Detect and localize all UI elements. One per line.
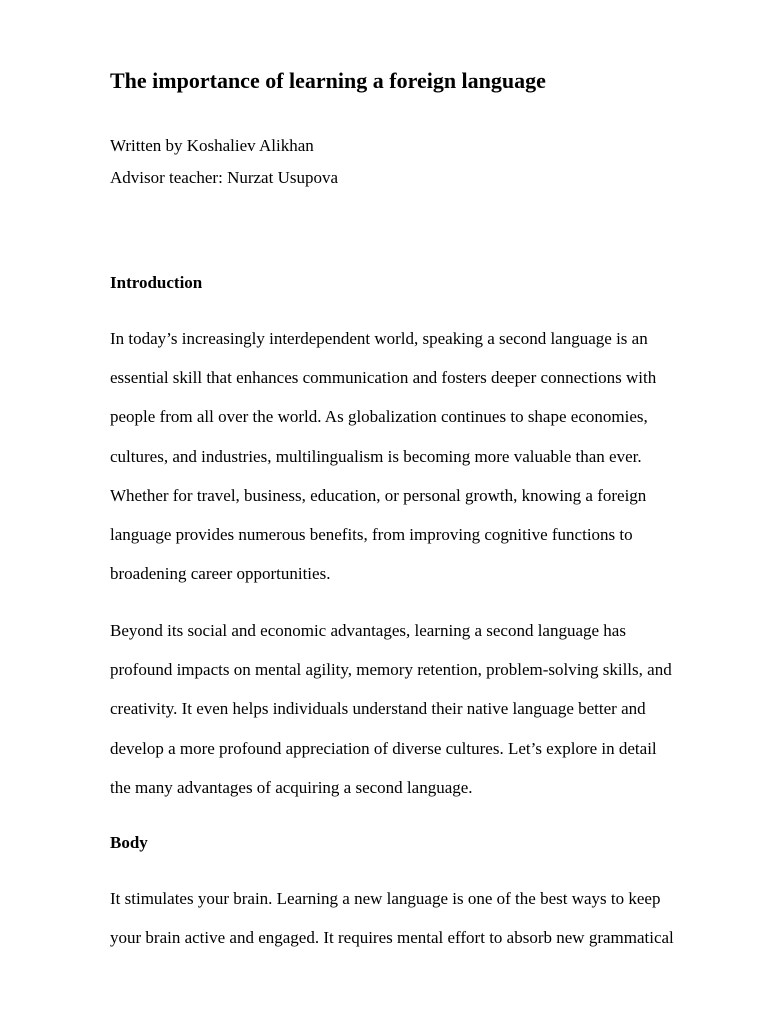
paragraph-line: broadening career opportunities.: [110, 564, 331, 584]
paragraph-line: In today’s increasingly interdependent world, speaking a second language is an: [110, 329, 648, 348]
document-title: The importance of learning a foreign language: [110, 68, 546, 93]
author-line: Written by Koshaliev Alikhan: [110, 136, 314, 155]
introduction-paragraph-2: [110, 620, 730, 816]
paragraph-line: language provides numerous benefits, from improving cognitive functions to: [110, 524, 633, 544]
paragraph-line: creativity. It even helps individuals understand their native language better and: [110, 699, 646, 719]
paragraph-line: profound impacts on mental agility, memory retention, problem-solving skills, and: [110, 660, 672, 680]
paragraph-line: Whether for travel, business, education, or personal growth, knowing a foreign: [110, 485, 647, 505]
paragraph-line: essential skill that enhances communication and fosters deeper connections with: [110, 368, 657, 388]
paragraph-line: the many advantages of acquiring a second language.: [110, 777, 473, 797]
paragraph-line: cultures, and industries, multilingualism is becoming more valuable than ever.: [110, 446, 642, 466]
introduction-paragraph-1: [110, 328, 730, 602]
paragraph-line: people from all over the world. As globalization continues to shape economies,: [110, 407, 648, 427]
body-paragraph-1: [110, 888, 730, 966]
introduction-heading: Introduction: [110, 273, 203, 292]
paragraph-line: your brain active and engaged. It requires mental effort to absorb new grammatical: [110, 928, 674, 948]
paragraph-line: It stimulates your brain. Learning a new language is one of the best ways to keep: [110, 889, 661, 908]
paragraph-line: Beyond its social and economic advantages, learning a second language has: [110, 621, 626, 640]
paragraph-line: develop a more profound appreciation of diverse cultures. Let’s explore in detail: [110, 738, 657, 758]
advisor-line: Advisor teacher: Nurzat Usupova: [110, 168, 339, 187]
body-heading: Body: [110, 833, 148, 852]
